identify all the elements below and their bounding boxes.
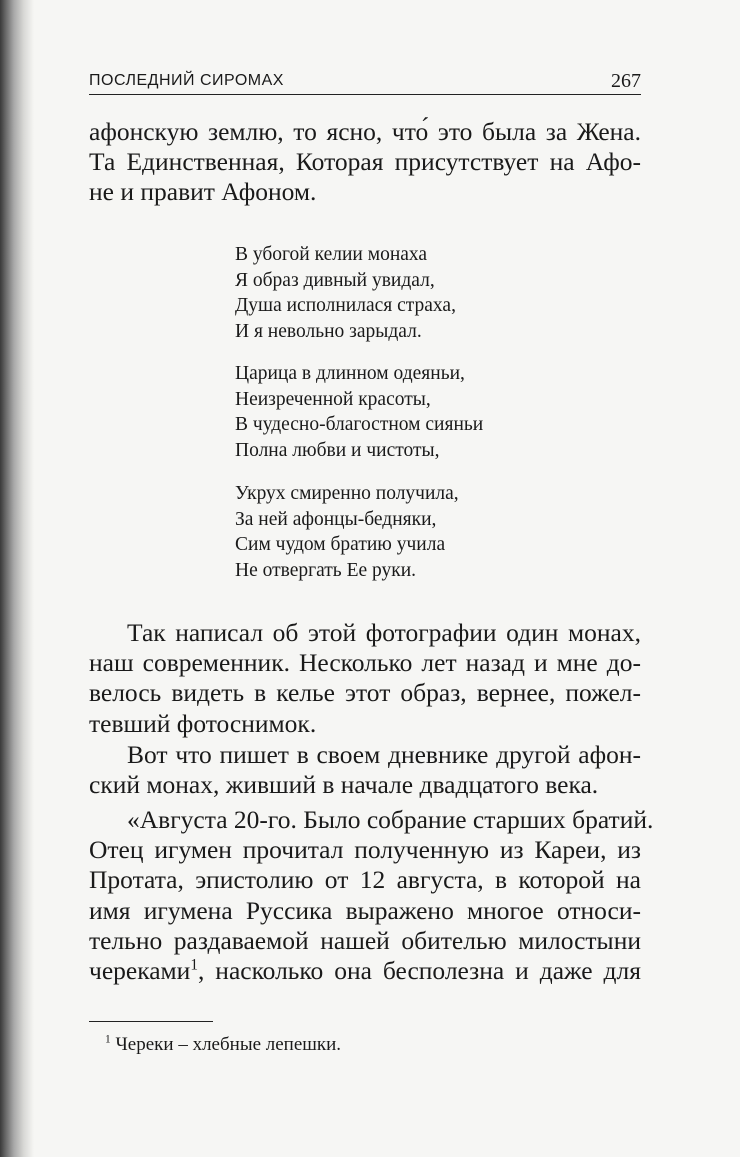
paragraph-4 [89,805,654,986]
poem-line: В убогой келии монаха [235,244,428,265]
paragraph-3 [89,740,641,800]
poem-line: Я образ дивный увидал, [235,269,435,291]
poem-line: И я невольно зарыдал. [235,320,422,342]
text-fragment: , насколько она бесполезна и даже для [197,956,641,986]
text-line: велось видеть в келье этот образ, вернее, пожел- [89,678,641,708]
footnote-reference[interactable]: 1 [190,956,198,974]
poem-line: Сим чудом братию учила [235,534,446,556]
poem-line: Неизреченной красоты, [235,388,431,410]
footnote-divider [89,1021,213,1022]
text-line: Так написал об этой фотографии один монах, [127,618,641,647]
poem-stanza-1 [235,242,535,344]
text-line: тевший фотоснимок. [89,708,317,738]
text-line: имя игумена Руссика выражено многое относи- [89,895,641,925]
footnote-text: Череки – хлебные лепешки. [115,1034,342,1055]
poem-line: В чудесно-благостном сияньи [235,414,484,436]
text-line: «Августа 20-го. Было собрание старших братий. [127,805,654,834]
paragraph-2 [89,618,641,739]
poem-stanza-3 [235,481,535,583]
running-title: ПОСЛЕДНИЙ СИРОМАХ [89,72,284,89]
text-line: Вот что пишет в своем дневнике другой афон- [127,740,641,769]
poem-line: Полна любви и чистоты, [235,439,440,461]
page-number: 267 [611,70,641,92]
paragraph-1 [89,117,641,208]
poem-line: Душа исполнилася страха, [235,295,456,317]
text-line: Протата, эпистолию от 12 августа, в которой на [89,865,641,895]
page-header [89,66,641,95]
footnote-marker: 1 [105,1033,111,1046]
text-line: тельно раздаваемой нашей обителью милостыни [89,925,641,955]
footnote [105,1034,341,1056]
text-line: Та Единственная, Которая присутствует на Афо- [89,147,641,177]
poem-line: За ней афонцы-бедняки, [235,508,437,530]
poem-line: Не отвергать Ее руки. [235,559,417,581]
poem-stanza-2 [235,361,535,463]
text-line: наш современник. Несколько лет назад и мне до- [89,648,641,678]
text-line: не и правит Афоном. [89,177,317,207]
text-line: афонскую землю, то ясно, что́ это была за Жена. [89,117,641,146]
book-spine-shadow [0,0,34,1157]
text-line-with-footnote [89,956,641,986]
poem-line: Укрух смиренно получила, [235,483,459,504]
text-line: Отец игумен прочитал полученную из Кареи, из [89,835,641,865]
poem-line: Царица в длинном одеяньи, [235,363,465,384]
text-fragment: череками [89,956,191,986]
text-line: ский монах, живший в начале двадцатого века. [89,770,599,800]
